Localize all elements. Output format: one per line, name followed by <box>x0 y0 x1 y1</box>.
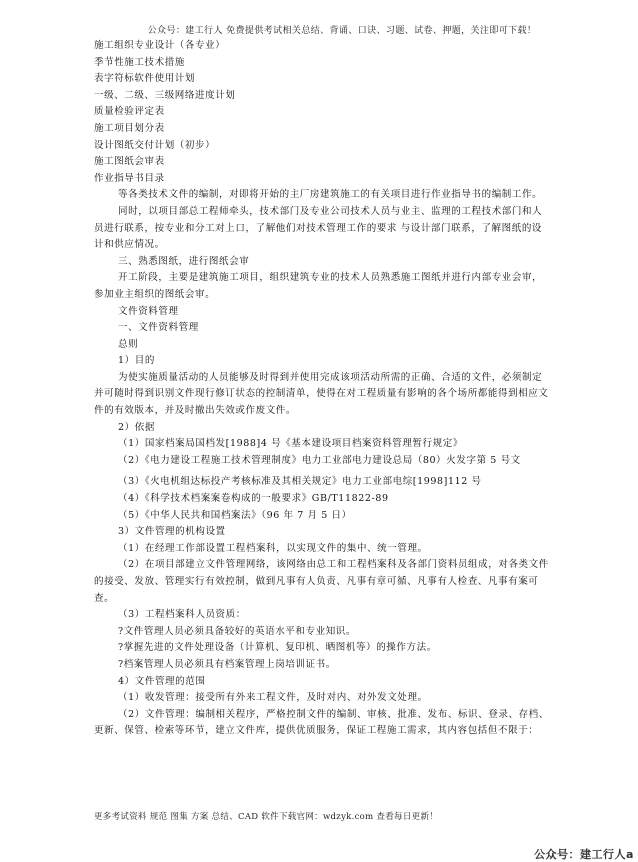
list-item: 季节性施工技术措施 <box>94 56 185 68</box>
page-header: 公众号：建工行人 免费提供考试相关总结、背诵、口诀、习题、试卷、押题，关注即可下载！ <box>147 26 537 36</box>
qualification-item: ?文件管理人员必须具备较好的英语水平和专业知识。 <box>118 625 356 637</box>
subsection-heading: 2）依据 <box>118 421 155 433</box>
scope-item: （2）文件管理：编制相关程序，严格控制文件的编制、审核、批准、发布、标识、登录、存档、更新、保管、检索等环节，建立文件库，提供优质服务，保证工程施工需求，其内容包括但不限于： <box>94 708 549 737</box>
basis-item: （5）《中华人民共和国档案法》（96 年 7 月 5 日） <box>118 509 352 521</box>
paragraph: 为使实施质量活动的人员能够及时得到并使用完成该项活动所需的正确、合适的文件，必须制定并可随时得到识别文件现行修订状态的控制清单，使得在对工程质量有影响的各个场所都能得到相应文件的有效版本，并及时撤出失效或作废文件。 <box>94 371 549 417</box>
subsection-heading: 3）文件管理的机构设置 <box>118 526 226 538</box>
qualification-item: ?掌握先进的文件处理设备（计算机、复印机、晒图机等）的操作方法。 <box>118 642 437 654</box>
list-item: 施工组织专业设计（各专业） <box>94 40 226 51</box>
org-item: （3）工程档案科人员资质： <box>118 609 246 621</box>
list-item: 设计图纸交付计划（初步） <box>94 139 216 151</box>
paragraph: 同时，以项目部总工程师牵头，技术部门及专业公司技术人员与业主、监理的工程技术部门和人员进行联系，按专业和分工对上口，了解他们对技术管理工作的要求 与设计部门联系，了解图纸的设计和供应情况。 <box>94 205 543 251</box>
basis-item: （4）《科学技术档案案卷构成的一般要求》GB/T11822-89 <box>118 493 389 505</box>
list-item: 一级、二级、三级网络进度计划 <box>94 89 236 101</box>
qualification-item: ?档案管理人员必须具有档案管理上岗培训证书。 <box>118 658 336 670</box>
page-footer: 更多考试资料 规范 图集 方案 总结、CAD 软件下载官网：wdzyk.com 查看每日更新！ <box>94 812 439 822</box>
list-item: 施工图纸会审表 <box>94 156 165 168</box>
scope-item: （1）收发管理：接受所有外来工程文件，及时对内、对外发文处理。 <box>118 692 428 704</box>
subsection-heading: 1）目的 <box>118 355 155 367</box>
basis-item: （2）《电力建设工程施工技术管理制度》电力工业部电力建设总局（80）火发字第 5 号文 <box>118 454 521 466</box>
basis-item: （1）国家档案局国档发[1988]4 号《基本建设项目档案资料管理暂行规定》 <box>118 438 463 450</box>
document-title: 文件资料管理 <box>118 305 179 317</box>
org-item: （2）在项目部建立文件管理网络，该网络由总工和工程档案科及各部门资料员组成，对各类文件的接受、发放、管理实行有效控制，做到凡事有人负责、凡事有章可循、凡事有人检查、凡事有案可查。 <box>94 559 549 604</box>
paragraph: 开工阶段，主要是建筑施工项目，组织建筑专业的技术人员熟悉施工图纸并进行内部专业会审，参加业主组织的图纸会审。 <box>94 272 543 300</box>
section-heading: 三、熟悉图纸，进行图纸会审 <box>118 255 250 267</box>
subsection-heading: 总则 <box>118 338 139 350</box>
paragraph: 等各类技术文件的编制，对即将开始的主厂房建筑施工的有关项目进行作业指导书的编制工作。 <box>118 189 543 201</box>
list-item: 表字符标软件使用计划 <box>94 73 196 85</box>
list-item: 施工项目划分表 <box>94 122 165 134</box>
section-heading: 一、文件资料管理 <box>118 322 199 334</box>
list-item: 作业指导书目录 <box>94 172 165 184</box>
org-item: （1）在经理工作部设置工程档案科，以实现文件的集中、统一管理。 <box>118 542 428 554</box>
document-body <box>94 38 549 740</box>
basis-item: （3）《火电机组达标投产考核标准及其相关规定》电力工业部电综[1998]112 号 <box>118 476 482 488</box>
list-item: 质量检验评定表 <box>94 106 165 118</box>
subsection-heading: 4）文件管理的范围 <box>118 675 206 687</box>
watermark: 公众号：建工行人a <box>534 848 634 861</box>
